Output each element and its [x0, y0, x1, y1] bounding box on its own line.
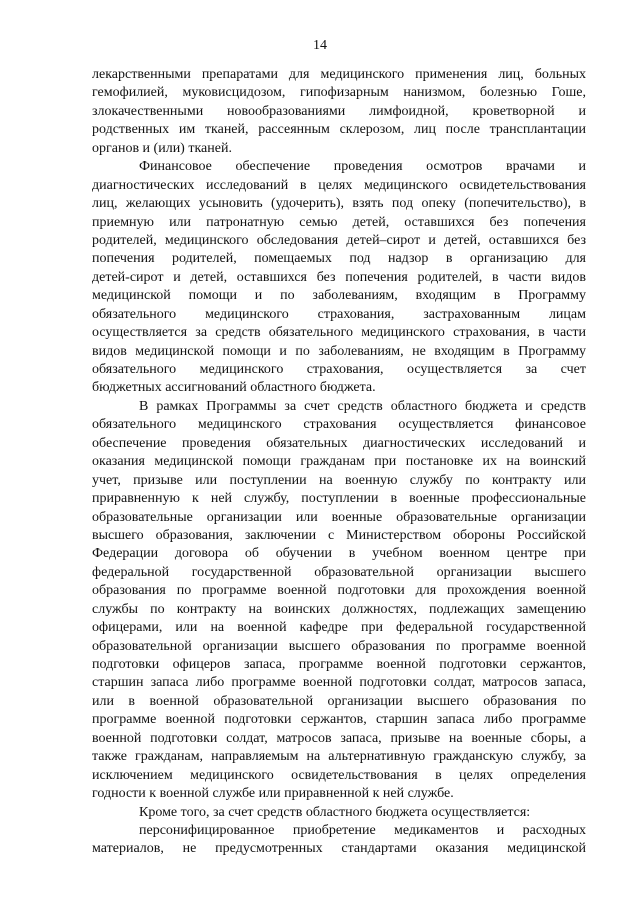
text-line: родителей, медицинского обследования детей–сирот и детей, оставшихся без — [92, 232, 586, 248]
text-line: Федерации договора об обучении в учебном военном центре при — [92, 546, 586, 562]
text-line: диагностических исследований в целях медицинского освидетельствования — [92, 177, 586, 193]
text-line: лиц, желающих усыновить (удочерить), взять под опеку (попечительство), в — [92, 196, 586, 212]
text-line: органов и (или) тканей. — [92, 140, 232, 156]
text-line: Кроме того, за счет средств областного бюджета осуществляется: — [139, 804, 531, 820]
text-line: злокачественными новообразованиями лимфоидной, кроветворной и — [92, 103, 586, 119]
paragraph-military-registration — [92, 398, 586, 804]
text-line: годности к военной службе или приравненной к ней службе. — [92, 786, 454, 802]
text-line: старшин запаса либо программе военной подготовки солдат, матросов запаса, — [92, 675, 586, 691]
text-line: В рамках Программы за счет средств областного бюджета и средств — [139, 398, 586, 414]
text-line: службы по контракту на воинских должностях, подлежащих замещению — [92, 601, 586, 617]
paragraph-medicines-continuation — [92, 66, 586, 158]
text-line: обязательного медицинского страхования осуществляется финансовое — [92, 417, 586, 433]
text-line: образовательной организации высшего образования по программе военной — [92, 638, 586, 654]
text-line: образования по программе военной подготовки для прохождения военной — [92, 583, 586, 599]
text-line: гемофилией, муковисцидозом, гипофизарным нанизмом, болезнью Гоше, — [92, 85, 586, 101]
text-line: обеспечение проведения обязательных диагностических исследований и — [92, 435, 586, 451]
text-line: бюджетных ассигнований областного бюджета. — [92, 380, 376, 396]
text-line: федеральной государственной образовательной организации высшего — [92, 564, 586, 580]
text-line: образовательные организации или военные образовательные организации — [92, 509, 586, 525]
text-line: высшего образования, заключении с Министерством обороны Российской — [92, 527, 586, 543]
paragraph-regional-budget — [92, 804, 586, 822]
text-line: учет, призыве или поступлении на военную службу по контракту или — [92, 472, 586, 488]
text-line: детей-сирот и детей, оставшихся без попечения родителей, в части видов — [92, 269, 586, 285]
text-line: обязательного медицинского страхования, осуществляется за счет — [92, 362, 586, 377]
text-line: подготовки офицеров запаса, программе военной подготовки сержантов, — [92, 657, 586, 672]
text-line: осуществляется за средств обязательного медицинского страхования, в части — [92, 325, 586, 341]
text-line: приемную или патронатную семью детей, оставшихся без попечения — [92, 214, 586, 230]
paragraph-personalized-purchase — [92, 822, 586, 859]
text-line: лекарственными препаратами для медицинского применения лиц, больных — [92, 67, 586, 82]
text-line: обязательного медицинского страхования, застрахованным лицам — [92, 306, 586, 322]
text-line: исключением медицинского освидетельствования в целях определения — [92, 767, 586, 783]
text-line: материалов, не предусмотренных стандартами оказания медицинской — [92, 841, 586, 857]
text-line: видов медицинской помощи и по заболеваниям, не входящим в Программу — [92, 343, 586, 359]
text-line: попечения родителей, помещаемых под надзор в организацию для — [92, 251, 586, 267]
text-line: программе военной подготовки сержантов, старшин запаса либо программе — [92, 712, 586, 728]
page-number: 14 — [313, 38, 327, 53]
text-line: также гражданам, направляемым на альтернативную гражданскую службу, за — [92, 749, 586, 765]
text-line: приравненную к ней службу, поступлении в военные профессиональные — [92, 491, 586, 507]
text-line: офицерами, или на военной кафедре при федеральной государственной — [92, 620, 586, 636]
body-text — [92, 66, 586, 859]
text-line: военной подготовки солдат, матросов запаса, призыве на военные сборы, а — [92, 730, 586, 746]
text-line: или в военной образовательной организации высшего образования по — [92, 693, 586, 709]
text-line: медицинской помощи и по заболеваниям, входящим в Программу — [92, 288, 586, 304]
text-line: Финансовое обеспечение проведения осмотров врачами и — [139, 159, 586, 175]
text-line: оказания медицинской помощи гражданам при постановке их на воинский — [92, 454, 586, 470]
text-line: персонифицированное приобретение медикаментов и расходных — [139, 822, 586, 838]
text-line: родственных им тканей, рассеянным склерозом, лиц после трансплантации — [92, 122, 586, 138]
paragraph-financing-examinations — [92, 158, 586, 398]
